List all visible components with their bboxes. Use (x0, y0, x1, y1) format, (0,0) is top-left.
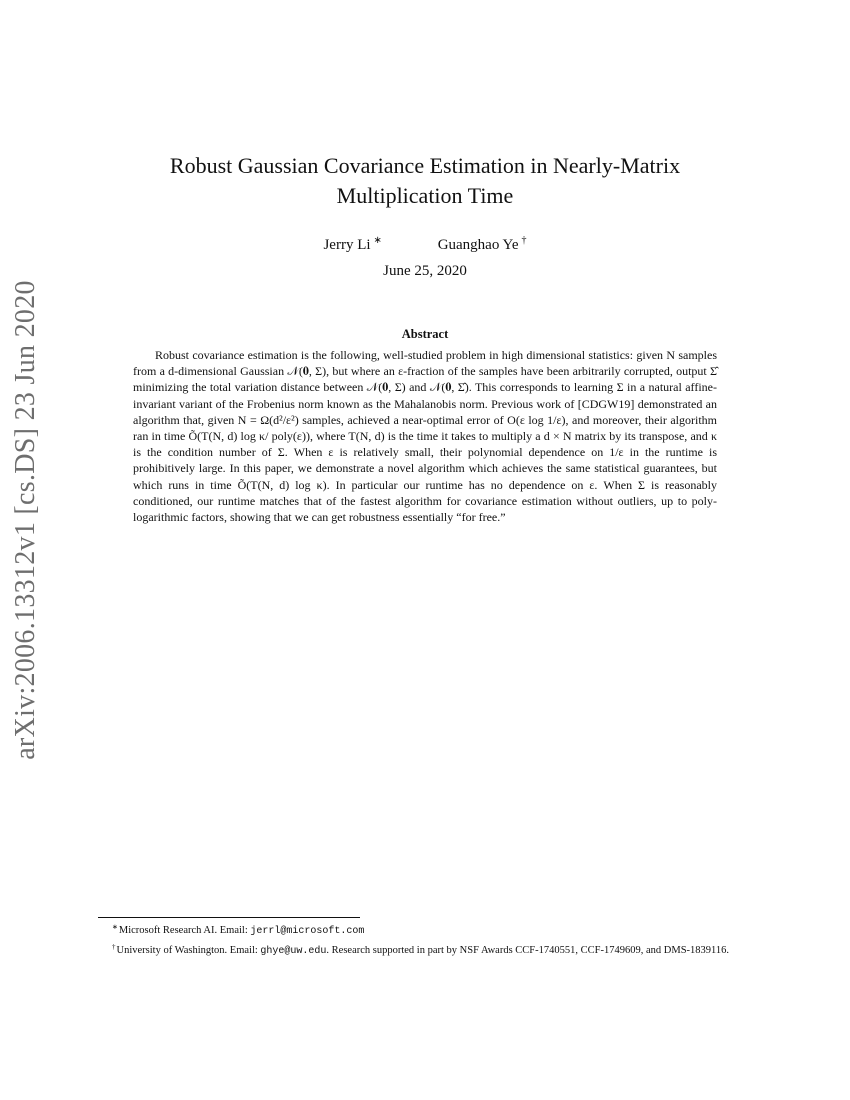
abstract-heading: Abstract (401, 327, 449, 341)
footnote-divider (98, 917, 360, 918)
author-2-name: Guanghao Ye (437, 237, 519, 253)
footnote-2 (98, 940, 753, 960)
arxiv-sidebar-stamp (2, 270, 50, 770)
author-1-mark: ∗ (373, 235, 382, 246)
author-1-name: Jerry Li (323, 237, 371, 253)
title-line-2: Multiplication Time (336, 183, 514, 208)
author-list (100, 231, 750, 255)
paper-date: June 25, 2020 (383, 263, 467, 279)
footnote-2-email: ghye@uw.edu (260, 945, 327, 957)
footnotes (98, 920, 753, 959)
arxiv-identifier: arXiv:2006.13312v1 [cs.DS] 23 Jun 2020 (10, 280, 41, 760)
footnote-1 (98, 920, 753, 940)
footnote-2-mark: † (112, 942, 116, 951)
footnote-1-text: Microsoft Research AI. Email: (118, 925, 251, 936)
title-line-1: Robust Gaussian Covariance Estimation in Nearly-Matrix (169, 153, 681, 178)
author-2 (438, 231, 527, 255)
footnote-2-text: University of Washington. Email: (116, 944, 261, 956)
footnote-1-email: jerrl@microsoft.com (250, 926, 365, 937)
footnote-2-rest: . Research supported in part by NSF Awards CCF-1740551, CCF-1749609, and DMS-1839116. (326, 944, 730, 956)
author-2-mark: † (521, 235, 527, 246)
abstract-body: Robust covariance estimation is the following, well-studied problem in high dimensional statistics: given N samples from a d-dimensional Gaussian 𝒩(𝟎, Σ), but where an ε-fraction of the samples have been arbitrarily corrupted, output Σ̂ minimizing the total variation distance between 𝒩(𝟎, Σ) and 𝒩(𝟎, Σ̂). This corresponds to learning Σ in a natural affine-invariant variant of the Frobenius norm known as the Mahalanobis norm. Previous work of [CDGW19] demonstrated an algorithm that, given N = Ω(d²/ε²) samples, achieved a near-optimal error of O(ε log 1/ε), and moreover, their algorithm ran in time Õ(T(N, d) log κ/ poly(ε)), where T(N, d) is the time it takes to multiply a d × N matrix by its transpose, and κ is the condition number of Σ. When ε is relatively small, their polynomial dependence on 1/ε in the runtime is prohibitively large. In this paper, we demonstrate a novel algorithm which achieves the same statistical guarantees, but which runs in time Õ(T(N, d) log κ). In particular our runtime has no dependence on ε. When Σ is reasonably conditioned, our runtime matches that of the fastest algorithm for covariance estimation without outliers, up to poly-logarithmic factors, showing that we can get robustness essentially “for free.” (133, 348, 717, 525)
author-1 (323, 231, 381, 255)
footnote-1-mark: ∗ (112, 923, 118, 931)
paper-title (100, 151, 750, 211)
